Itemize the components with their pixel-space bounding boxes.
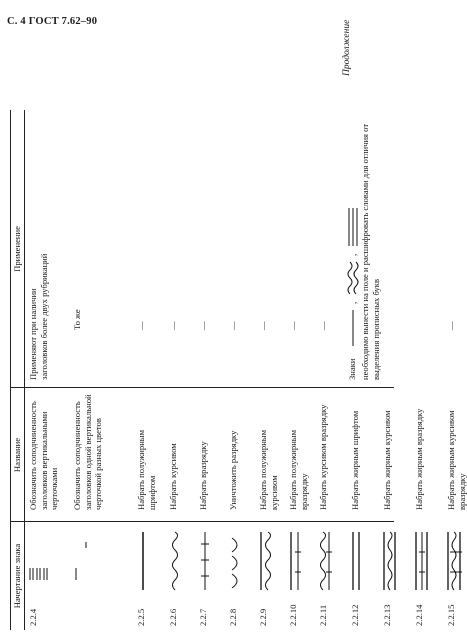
row-name: Набрать полужирным курсивом [258,429,279,510]
row-number: 2.2.13 [382,604,392,626]
row-number: 2.2.11 [318,604,328,626]
row-number: 2.2.14 [414,604,424,626]
double-wavy-dashed-glyph [446,520,464,590]
ticks-stack-glyph [28,526,68,586]
row-name: Обозначить соподчиненность заголовков одной вертикальной черточкой разных цветов [72,394,103,510]
row-name: Набрать жирным вразрядку [414,408,424,510]
row-number: 2.2.9 [258,608,268,626]
dashed-ticks-glyph [198,520,214,590]
double-straight-glyph [350,520,366,590]
row-application: — [318,321,328,330]
row-number: 2.2.15 [446,604,456,626]
straight-dashed-glyph [288,520,304,590]
row-name: Набрать полужирным вразрядку [288,429,309,510]
row-name: Обозначить соподчиненность заголовков вертикальными черточками [28,401,59,510]
row-number: 2.2.12 [350,604,360,626]
page-header: С. 4 ГОСТ 7.62–90 [7,16,98,27]
row-application: Применяют при наличии заголовков более двух рубрикаций [28,253,49,380]
marks-table [10,110,467,630]
divider-name-app [10,387,394,388]
signs-explanation: необходимо вынести на поле и расшифровать словами для отличия от выделения прописных букв [360,123,381,380]
double-wavy-glyph [382,520,398,590]
row-name: Набрать жирным курсивом вразрядку [446,410,467,510]
col-name-header: Название [12,437,22,473]
arcs-glyph [228,520,244,590]
row-name: Набрать курсивом вразрядку [318,404,328,510]
row-application [346,120,381,380]
row-name: Набрать вразрядку [198,441,208,510]
row-name: Уничтожить разрядку [228,430,238,510]
row-number: 2.2.5 [136,608,146,626]
wavy-dashed-glyph [318,520,334,590]
row-application: — [168,321,178,330]
col-app-header: Применение [12,226,22,272]
ticks-single-glyph [72,526,102,586]
row-name: Набрать полужирным шрифтом [136,429,157,510]
row-number: 2.2.10 [288,604,298,626]
row-application: — [446,321,456,330]
row-name: Набрать курсивом [168,443,178,510]
row-application: — [258,321,268,330]
row-application: — [136,321,146,330]
continuation-label: Продолжение [342,19,352,76]
row-number: 2.2.8 [228,608,238,626]
straight-line-glyph [138,520,152,590]
row-application: — [198,321,208,330]
table-head-rule [24,110,25,630]
row-application: — [228,321,238,330]
row-number: 2.2.7 [198,608,208,626]
row-application: То же [72,309,82,330]
straight-wavy-glyph [258,520,274,590]
col-mark-header: Начертание знака [12,543,22,609]
double-dashed-glyph [414,520,430,590]
row-number: 2.2.6 [168,608,178,626]
row-name: Набрать жирным шрифтом [350,410,360,510]
wavy-line-glyph [170,520,184,590]
svg-text:,: , [348,254,358,257]
signs-label: Знаки [346,358,357,380]
svg-text:,: , [348,302,358,305]
signs-samples [346,198,360,348]
row-name: Набрать жирным курсивом [382,410,392,510]
row-number: 2.2.4 [28,608,38,626]
row-application: — [288,321,298,330]
